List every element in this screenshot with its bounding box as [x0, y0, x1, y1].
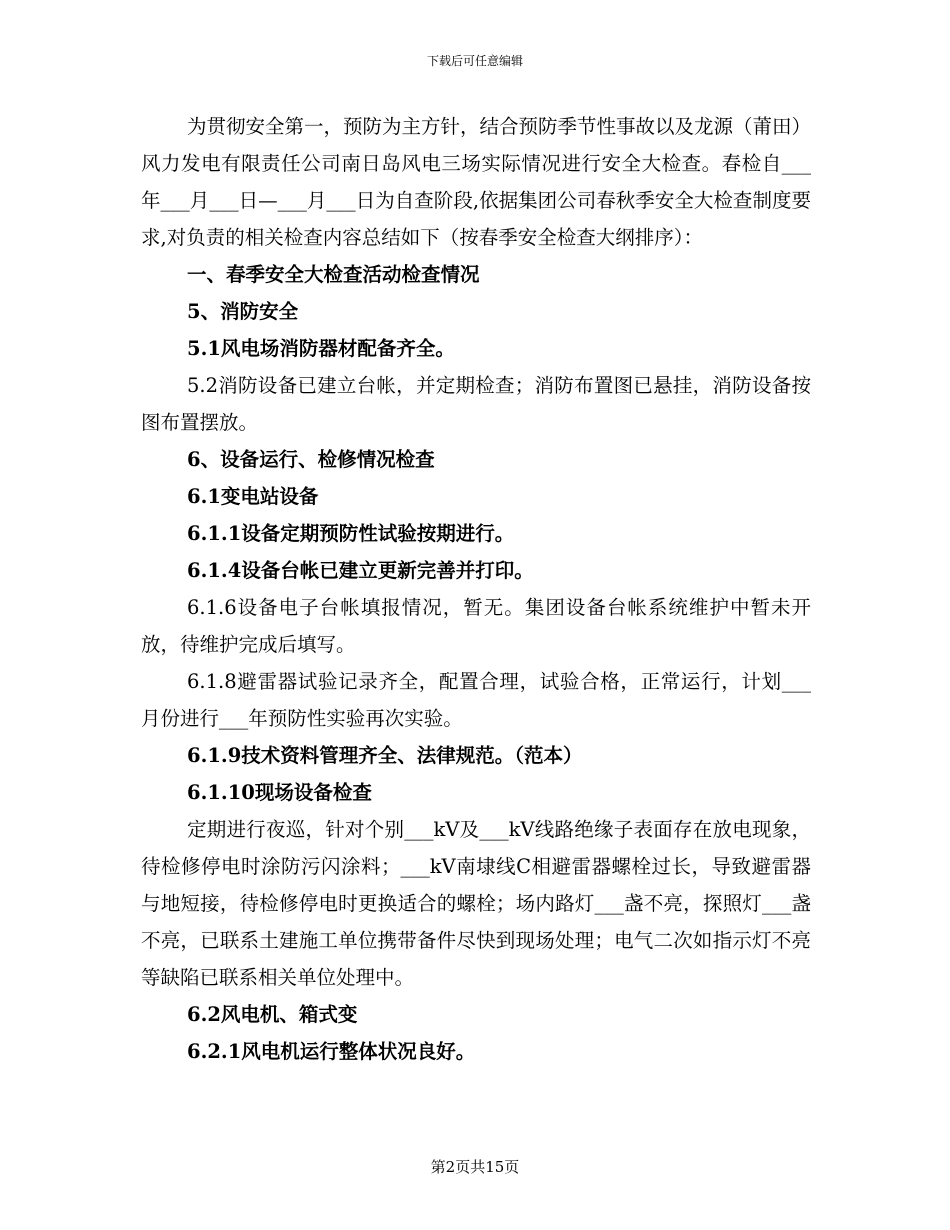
- item-6-2-1: 6.2.1风电机运行整体状况良好。: [187, 1040, 476, 1063]
- item-6-1-1: 6.1.1设备定期预防性试验按期进行。: [187, 522, 515, 545]
- item-6-1-10: 6.1.10现场设备检查: [187, 781, 372, 804]
- section-heading-5: 5、消防安全: [187, 300, 299, 323]
- item-6-1-4: 6.1.4设备台帐已建立更新完善并打印。: [187, 559, 534, 582]
- item-6-2: 6.2风电机、箱式变: [187, 1003, 358, 1026]
- section-heading-1: 一、春季安全大检查活动检查情况: [187, 263, 480, 286]
- item-6-1: 6.1变电站设备: [187, 485, 319, 508]
- item-5-2: 5.2消防设备已建立台帐，并定期检查；消防布置图已悬挂，消防设备按图布置摆放。: [141, 374, 811, 434]
- item-6-1-6: 6.1.6设备电子台帐填报情况，暂无。集团设备台帐系统维护中暂未开放，待维护完成后填写。: [141, 596, 811, 656]
- document-body: [141, 108, 811, 1070]
- item-6-1-8: 6.1.8避雷器试验记录齐全，配置合理，试验合格，正常运行，计划___月份进行___年预防性实验再次实验。: [141, 670, 811, 730]
- page-header: 下载后可任意编辑: [426, 54, 523, 68]
- intro-paragraph: 为贯彻安全第一，预防为主方针，结合预防季节性事故以及龙源（莆田）风力发电有限责任公司南日岛风电三场实际情况进行安全大检查。春检自___年___月___日—___月___日为自查阶段,依据集团公司春秋季安全大检查制度要求,对负责的相关检查内容总结如下（按春季安全检查大纲排序）：: [141, 115, 812, 249]
- page-footer: 第2页共15页: [430, 1158, 520, 1176]
- inspection-paragraph: 定期进行夜巡，针对个别___kV及___kV线路绝缘子表面存在放电现象，待检修停电时涂防污闪涂料；___kV南埭线C相避雷器螺栓过长，导致避雷器与地短接，待检修停电时更换适合的螺栓；场内路灯___盏不亮，探照灯___盏不亮，已联系土建施工单位携带备件尽快到现场处理；电气二次如指示灯不亮等缺陷已联系相关单位处理中。: [141, 818, 811, 989]
- item-5-1: 5.1风电场消防器材配备齐全。: [187, 337, 455, 360]
- item-6-1-9: 6.1.9技术资料管理齐全、法律规范。（范本）: [187, 744, 583, 767]
- section-heading-6: 6、设备运行、检修情况检查: [187, 448, 435, 471]
